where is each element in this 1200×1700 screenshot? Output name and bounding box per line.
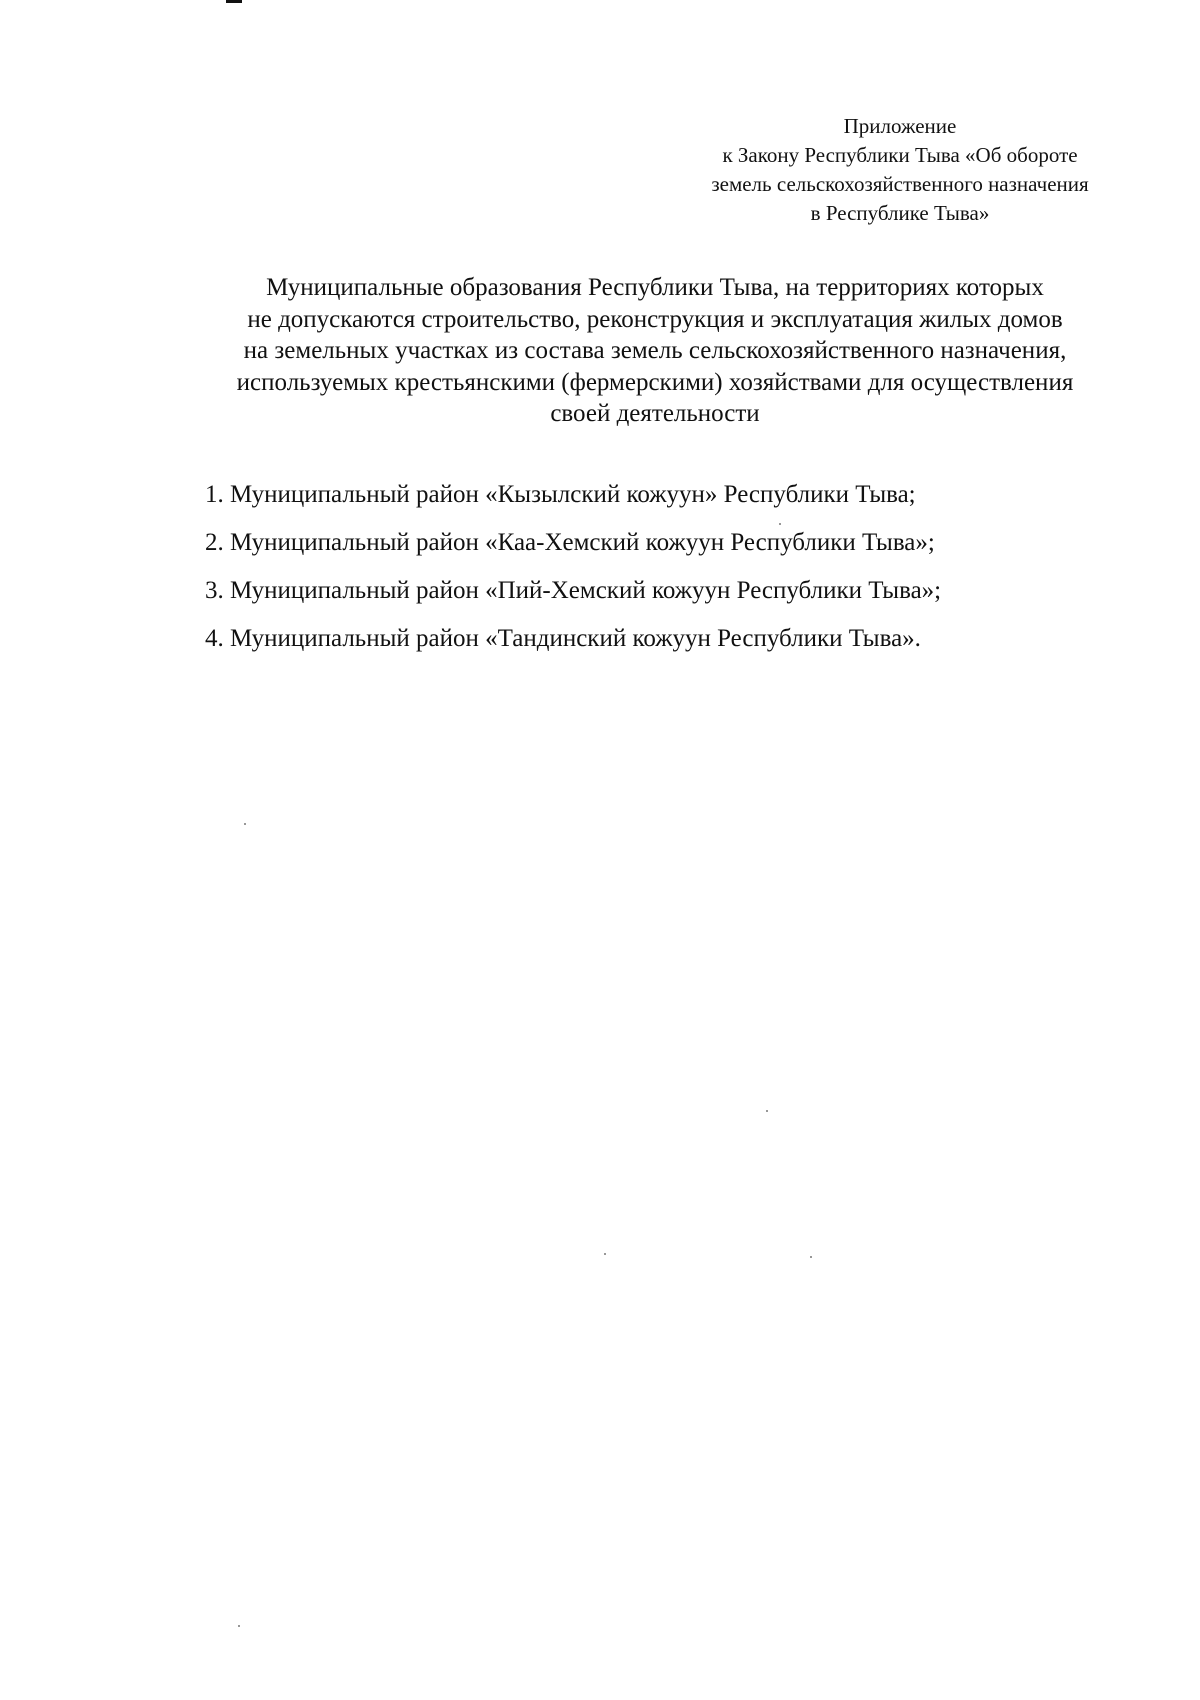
scan-speck (604, 1253, 606, 1255)
scan-speck (244, 823, 246, 825)
list-item (205, 528, 941, 576)
appendix-line: Приложение (843, 114, 957, 138)
list-item-text: Муниципальный район «Кызылский кожуун» Республики Тыва; (230, 481, 916, 508)
scan-speck (810, 1256, 812, 1258)
list-item (205, 480, 941, 528)
list-item (205, 576, 941, 624)
list-item-text: Муниципальный район «Каа-Хемский кожуун Республики Тыва»; (230, 529, 935, 556)
title-line: своей деятельности (550, 400, 760, 427)
list-item-text: Муниципальный район «Тандинский кожуун Республики Тыва». (230, 625, 921, 652)
district-list (205, 480, 941, 672)
title-line: Муниципальные образования Республики Тыва, на территориях которых (266, 274, 1044, 301)
document-title (170, 272, 1140, 430)
appendix-line: к Закону Республики Тыва «Об обороте (722, 143, 1078, 167)
title-line: не допускаются строительство, реконструкция и эксплуатация жилых домов (247, 305, 1063, 333)
list-item (205, 624, 941, 672)
list-item-number: 3. (205, 577, 224, 604)
scan-mark (226, 0, 242, 3)
list-item-number: 4. (205, 625, 224, 652)
list-item-number: 2. (205, 529, 224, 556)
title-line: используемых крестьянскими (фермерскими) хозяйствами для осуществления (236, 368, 1074, 396)
appendix-header (620, 112, 1180, 228)
scan-speck (779, 523, 781, 525)
scan-speck (238, 1625, 240, 1627)
list-item-number: 1. (205, 481, 224, 508)
appendix-line: в Республике Тыва» (810, 201, 990, 225)
scan-speck (766, 1110, 768, 1112)
title-line: на земельных участках из состава земель сельскохозяйственного назначения, (243, 337, 1067, 364)
list-item-text: Муниципальный район «Пий-Хемский кожуун Республики Тыва»; (230, 577, 942, 604)
appendix-line: земель сельскохозяйственного назначения (711, 172, 1089, 196)
